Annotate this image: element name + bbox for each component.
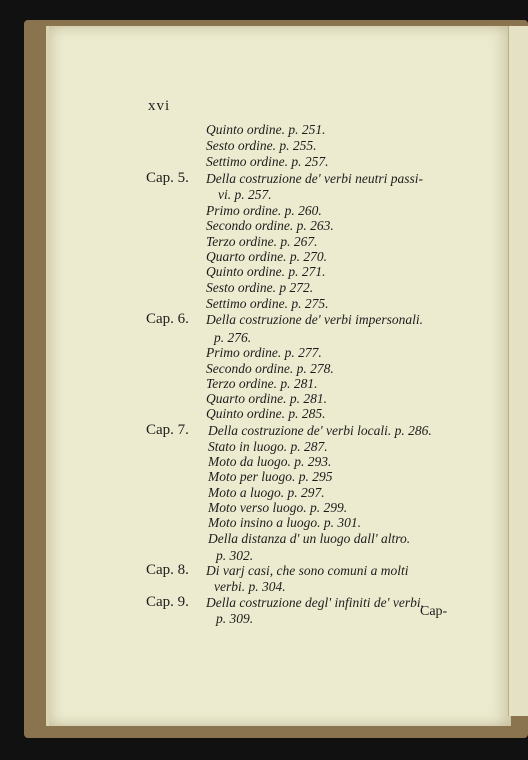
toc-entry: Primo ordine. p. 260. <box>206 203 322 218</box>
toc-entry: Della costruzione de' verbi locali. p. 286. <box>208 423 432 438</box>
toc-entry: Moto verso luogo. p. 299. <box>208 500 348 515</box>
toc-entry: Della costruzione degl' infiniti de' verbi. <box>206 595 424 610</box>
toc-entry: Moto da luogo. p. 293. <box>208 454 332 469</box>
toc-entry: Secondo ordine. p. 263. <box>206 218 334 233</box>
chapter-label: Cap. 8. <box>146 562 189 578</box>
toc-entry: Sesto ordine. p 272. <box>206 280 314 295</box>
chapter-label: Cap. 5. <box>146 170 189 186</box>
toc-entry: Moto per luogo. p. 295 <box>208 469 333 484</box>
toc-entry: Terzo ordine. p. 267. <box>206 234 318 249</box>
toc-entry: Quinto ordine. p. 285. <box>206 406 326 421</box>
toc-entry: Della costruzione de' verbi neutri passi- <box>206 171 423 186</box>
catchword: Cap- <box>420 604 448 619</box>
toc-entry: Settimo ordine. p. 275. <box>206 296 329 311</box>
toc-entry: p. 309. <box>216 611 254 626</box>
toc-entry: Stato in luogo. p. 287. <box>208 439 328 454</box>
toc-entry: Settimo ordine. p. 257. <box>206 154 329 169</box>
toc-entry: Quinto ordine. p. 251. <box>206 122 326 137</box>
toc-entry: Della distanza d' un luogo dall' altro. <box>208 531 411 546</box>
toc-entry: Secondo ordine. p. 278. <box>206 361 334 376</box>
toc-entry: Moto insino a luogo. p. 301. <box>208 515 362 530</box>
toc-entry: Moto a luogo. p. 297. <box>208 485 325 500</box>
toc-entry: p. 302. <box>216 548 254 563</box>
toc-entry: Terzo ordine. p. 281. <box>206 376 318 391</box>
toc-entry: Della costruzione de' verbi impersonali. <box>206 312 423 327</box>
next-page-edge <box>508 26 528 716</box>
toc-entry: Primo ordine. p. 277. <box>206 345 322 360</box>
page-number: xvi <box>148 98 171 114</box>
chapter-label: Cap. 7. <box>146 422 189 438</box>
toc-entry: p. 276. <box>214 330 252 345</box>
toc-entry: Sesto ordine. p. 255. <box>206 138 317 153</box>
chapter-label: Cap. 9. <box>146 594 189 610</box>
toc-entry: Quinto ordine. p. 271. <box>206 264 326 279</box>
toc-entry: verbi. p. 304. <box>214 579 286 594</box>
toc-entry: Quarto ordine. p. 270. <box>206 249 327 264</box>
toc-entry: Di varj casi, che sono comuni a molti <box>206 563 409 578</box>
chapter-label: Cap. 6. <box>146 311 189 327</box>
toc-entry: vi. p. 257. <box>218 187 272 202</box>
toc-entry: Quarto ordine. p. 281. <box>206 391 327 406</box>
